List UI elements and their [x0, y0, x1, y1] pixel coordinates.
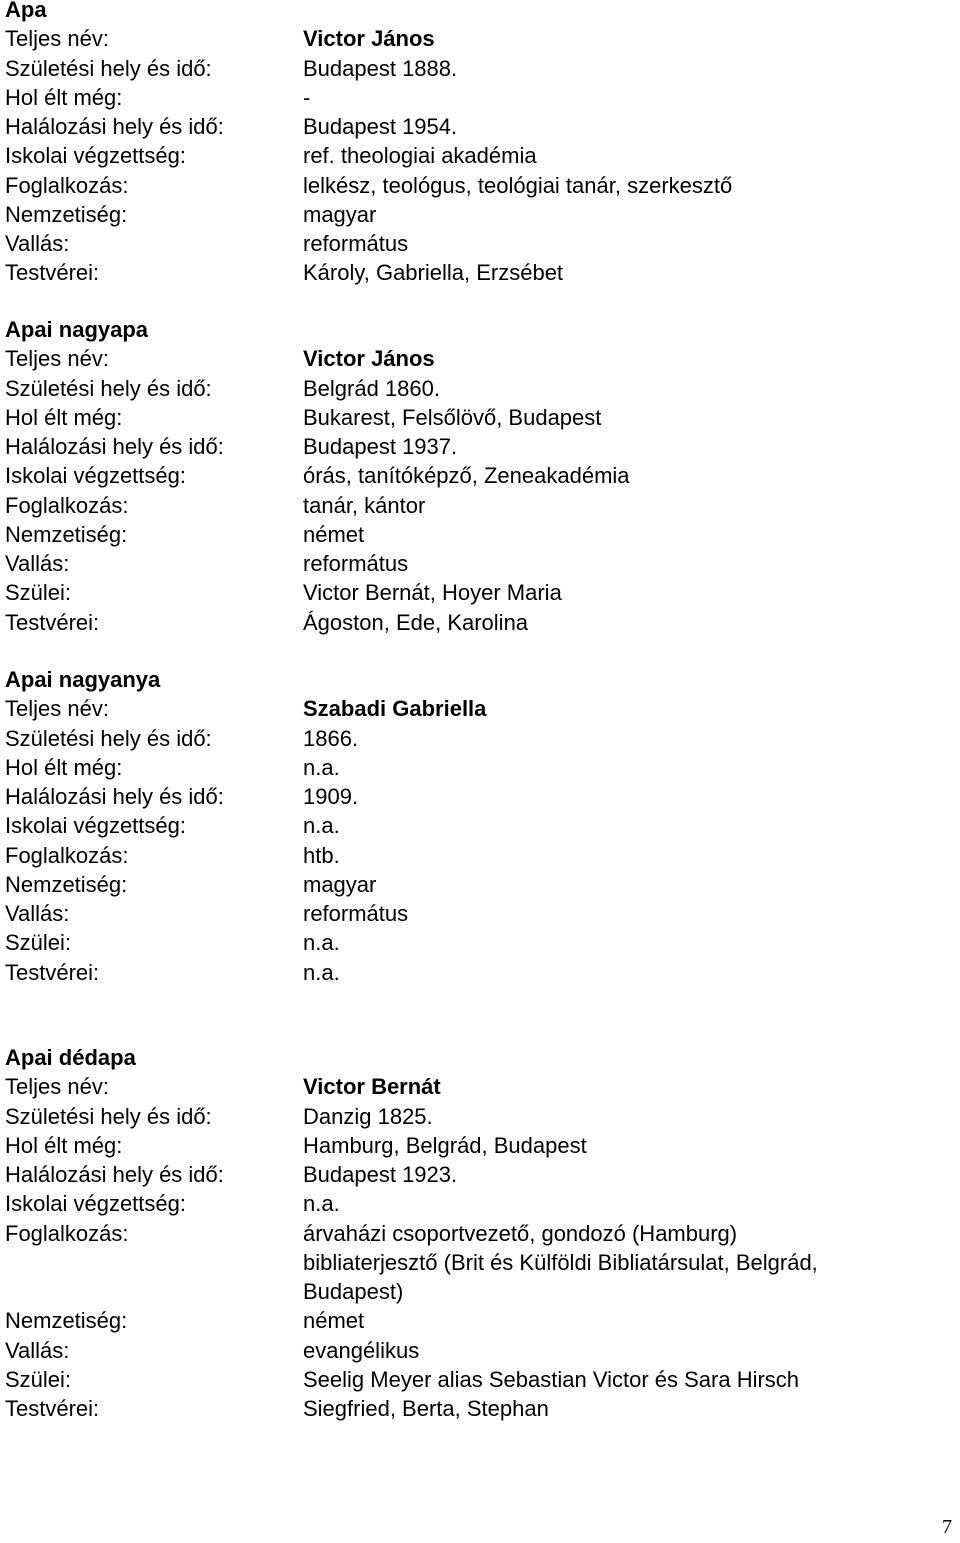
field-label: Szülei: [5, 580, 72, 606]
row-nationality [5, 1306, 945, 1335]
field-value: Budapest 1954. [303, 114, 458, 139]
row-siblings [5, 1394, 945, 1423]
field-label: Születési hely és idő: [5, 375, 212, 401]
row-siblings [5, 608, 945, 637]
row-religion [5, 229, 945, 258]
field-value: 1909. [303, 784, 359, 809]
field-value: htb. [303, 842, 340, 868]
field-label: Halálozási hely és idő: [5, 434, 224, 459]
field-value: református [303, 551, 409, 576]
row-parents [5, 928, 945, 957]
row-death [5, 782, 945, 811]
field-value: órás, tanítóképző, Zeneakadémia [303, 463, 630, 489]
field-label: Nemzetiség: [5, 1308, 128, 1334]
row-lived [5, 753, 945, 782]
field-value: Szabadi Gabriella [303, 696, 487, 722]
field-label: Halálozási hely és idő: [5, 784, 224, 809]
field-label: Iskolai végzettség: [5, 143, 186, 169]
row-siblings [5, 958, 945, 987]
field-value: Victor János [303, 26, 435, 52]
row-education [5, 141, 945, 170]
field-label: Hol élt még: [5, 84, 123, 110]
field-value: 1866. [303, 725, 359, 751]
field-label: Szülei: [5, 1366, 72, 1392]
row-occupation [5, 1219, 945, 1248]
field-value: Victor János [303, 346, 435, 372]
section-heading: Apai nagyapa [5, 317, 149, 342]
field-value: Victor Bernát, Hoyer Maria [303, 580, 562, 606]
row-religion [5, 549, 945, 578]
field-value: - [303, 84, 311, 110]
field-label: Nemzetiség: [5, 871, 128, 897]
row-nationality [5, 870, 945, 899]
row-occupation [5, 491, 945, 520]
row-religion [5, 1336, 945, 1365]
field-label: Hol élt még: [5, 1132, 123, 1158]
row-religion [5, 899, 945, 928]
row-education [5, 811, 945, 840]
row-parents [5, 1365, 945, 1394]
field-label: Teljes név: [5, 1074, 109, 1100]
row-nationality [5, 520, 945, 549]
field-label: Foglalkozás: [5, 172, 129, 198]
field-label: Testvérei: [5, 609, 100, 635]
row-nationality [5, 200, 945, 229]
row-lived [5, 1131, 945, 1160]
row-birth [5, 54, 945, 83]
field-label: Teljes név: [5, 26, 109, 52]
field-value: Budapest 1937. [303, 434, 458, 459]
field-value: árvaházi csoportvezető, gondozó (Hamburg) [303, 1220, 738, 1246]
field-label: Szülei: [5, 930, 72, 956]
field-label: Nemzetiség: [5, 201, 128, 227]
field-value: evangélikus [303, 1337, 420, 1363]
field-label: Foglalkozás: [5, 492, 129, 518]
field-value: tanár, kántor [303, 492, 426, 518]
field-value: Siegfried, Berta, Stephan [303, 1396, 549, 1421]
occupation-continuation-line: bibliaterjesztő (Brit és Külföldi Bibliatársulat, Belgrád, [303, 1249, 818, 1275]
field-label: Halálozási hely és idő: [5, 1162, 224, 1187]
field-value: Belgrád 1860. [303, 375, 440, 401]
field-label: Testvérei: [5, 260, 100, 286]
row-full-name [5, 344, 945, 373]
field-value: Seelig Meyer alias Sebastian Victor és Sara Hirsch [303, 1366, 800, 1392]
field-label: Teljes név: [5, 696, 109, 722]
field-value: n.a. [303, 930, 340, 956]
section-apai-nagyanya [5, 665, 945, 987]
field-label: Foglalkozás: [5, 842, 129, 868]
section-apai-dedapa [5, 1043, 945, 1423]
section-apa [5, 0, 945, 288]
row-full-name [5, 694, 945, 723]
field-value: Danzig 1825. [303, 1103, 433, 1129]
field-label: Halálozási hely és idő: [5, 114, 224, 139]
field-value: református [303, 901, 409, 926]
field-value: Victor Bernát [303, 1074, 441, 1100]
field-label: Vallás: [5, 1337, 70, 1363]
field-label: Hol élt még: [5, 404, 123, 430]
row-occupation [5, 171, 945, 200]
section-apai-nagyapa [5, 315, 945, 637]
field-label: Vallás: [5, 551, 70, 576]
row-siblings [5, 258, 945, 287]
page-number: 7 [942, 1516, 952, 1538]
row-full-name [5, 24, 945, 53]
field-label: Hol élt még: [5, 754, 123, 780]
field-value: Budapest 1923. [303, 1162, 458, 1187]
field-label: Születési hely és idő: [5, 55, 212, 81]
field-label: Iskolai végzettség: [5, 813, 186, 839]
row-full-name [5, 1072, 945, 1101]
field-value: n.a. [303, 959, 340, 985]
field-value: német [303, 521, 365, 547]
occupation-continuation-line: Budapest) [303, 1279, 404, 1304]
field-value: n.a. [303, 813, 340, 839]
field-label: Teljes név: [5, 346, 109, 372]
row-education [5, 461, 945, 490]
row-lived [5, 403, 945, 432]
row-birth [5, 374, 945, 403]
section-heading: Apa [5, 0, 47, 22]
field-value: lelkész, teológus, teológiai tanár, szerkesztő [303, 172, 733, 198]
field-label: Vallás: [5, 901, 70, 926]
field-label: Születési hely és idő: [5, 725, 212, 751]
field-value: magyar [303, 871, 377, 897]
row-birth [5, 724, 945, 753]
field-value: német [303, 1308, 365, 1334]
field-label: Iskolai végzettség: [5, 463, 186, 489]
field-label: Iskolai végzettség: [5, 1191, 186, 1217]
field-value: n.a. [303, 754, 340, 780]
field-label: Foglalkozás: [5, 1220, 129, 1246]
field-label: Nemzetiség: [5, 521, 128, 547]
field-value: magyar [303, 201, 377, 227]
field-label: Testvérei: [5, 1396, 100, 1421]
section-heading: Apai dédapa [5, 1045, 136, 1070]
row-occupation [5, 841, 945, 870]
row-birth [5, 1102, 945, 1131]
field-value: Károly, Gabriella, Erzsébet [303, 260, 564, 286]
row-death [5, 1160, 945, 1189]
field-value: Hamburg, Belgrád, Budapest [303, 1132, 587, 1158]
field-value: Budapest 1888. [303, 55, 458, 81]
field-value: Bukarest, Felsőlövő, Budapest [303, 404, 602, 430]
row-lived [5, 83, 945, 112]
field-value: ref. theologiai akadémia [303, 143, 537, 169]
field-value: Ágoston, Ede, Karolina [303, 609, 529, 635]
row-parents [5, 578, 945, 607]
field-value: református [303, 231, 409, 256]
row-death [5, 112, 945, 141]
field-value: n.a. [303, 1191, 340, 1217]
section-heading: Apai nagyanya [5, 667, 161, 692]
field-label: Testvérei: [5, 959, 100, 985]
row-death [5, 432, 945, 461]
field-label: Születési hely és idő: [5, 1103, 212, 1129]
field-label: Vallás: [5, 231, 70, 256]
row-education [5, 1189, 945, 1218]
